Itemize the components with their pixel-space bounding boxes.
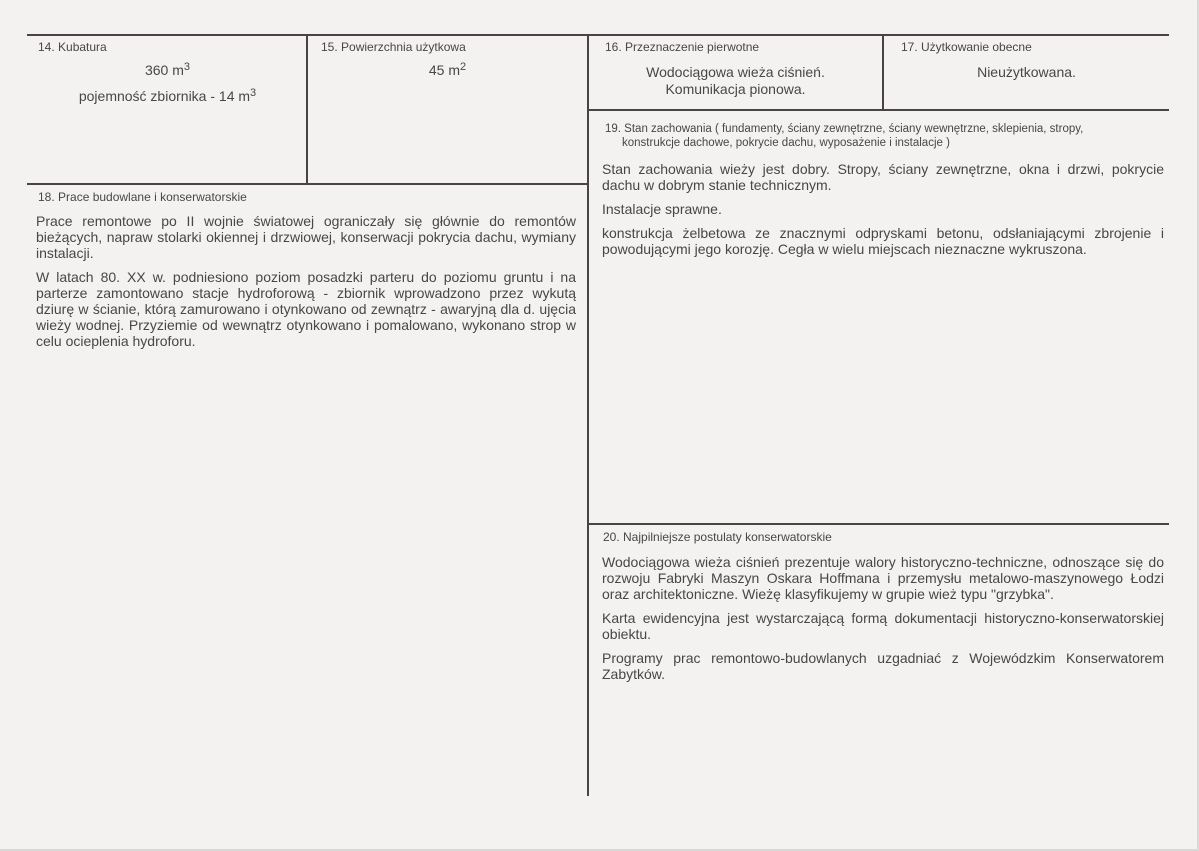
- field-17-label: 17. Użytkowanie obecne: [901, 40, 1032, 54]
- field-19-label: [605, 122, 1083, 150]
- field-18-text: [36, 213, 576, 357]
- field-16-line-2: Komunikacja pionowa.: [665, 81, 806, 97]
- tank-exponent: 3: [250, 87, 257, 99]
- field-20-paragraph-2: Karta ewidencyjna jest wystarczającą formą dokumentacji historyczno-konserwatorskiej obiektu.: [602, 610, 1164, 642]
- field-15-area: [308, 62, 587, 79]
- field-14-tank: [29, 88, 306, 105]
- field-20-text: [602, 554, 1164, 690]
- top-rule: [27, 34, 1169, 36]
- field-14-volume: [29, 62, 306, 79]
- field-16-label: 16. Przeznaczenie pierwotne: [605, 40, 760, 54]
- area-value: 45 m: [428, 62, 460, 78]
- field-20-label: 20. Najpilniejsze postulaty konserwatorskie: [603, 530, 832, 544]
- area-exponent: 2: [460, 61, 467, 73]
- field-18-paragraph-1: Prace remontowe po II wojnie światowej ograniczały się głównie do remontów bieżących, napraw stolarki okiennej i drzwiowej, konserwacji pokrycia dachu, wymiany instalacji.: [36, 213, 576, 261]
- field-19-text: [602, 161, 1164, 265]
- field-16-line-1: Wodociągowa wieża ciśnień.: [646, 64, 825, 80]
- field-18-paragraph-2: W latach 80. XX w. podniesiono poziom posadzki parteru do poziomu gruntu i na parterze zamontowano stacje hydroforową - zbiornik wprowadzono przez wykutą dziurę w ścianie, którą zamurowano i otynkowano od zewnątrz - awaryjną dla d. ujęcia wieży wodnej. Przyziemie od wewnątrz otynkowano i pomalowano, wykonano strop w celu ocieplenia hydroforu.: [36, 269, 576, 349]
- field-19-label-line-1: 19. Stan zachowania ( fundamenty, ściany zewnętrzne, ściany wewnętrzne, sklepienia, stropy,: [605, 123, 1084, 135]
- volume-value: 360 m: [144, 62, 184, 78]
- field-18-label: 18. Prace budowlane i konserwatorskie: [38, 190, 247, 204]
- field-19-paragraph-3: konstrukcja żelbetowa ze znacznymi odpryskami betonu, odsłaniającymi zbrojenie i powodującymi jego korozję. Cegła w wielu miejscach nieznaczne wykruszona.: [602, 225, 1164, 257]
- field-19-paragraph-1: Stan zachowania wieży jest dobry. Stropy, ściany zewnętrzne, okna i drzwi, pokrycie dachu w dobrym stanie technicznym.: [602, 161, 1164, 193]
- field-19-paragraph-2: Instalacje sprawne.: [602, 201, 722, 217]
- field-14-label: 14. Kubatura: [38, 40, 107, 54]
- field-15-label: 15. Powierzchnia użytkowa: [321, 40, 466, 54]
- divider-14-15: [306, 34, 308, 184]
- field-16-value: [589, 64, 882, 98]
- center-divider: [587, 34, 589, 796]
- rule-under-14-15: [27, 183, 589, 185]
- field-19-label-line-2: konstrukcje dachowe, pokrycie dachu, wyposażenie i instalacje ): [622, 137, 950, 149]
- field-20-paragraph-1: Wodociągowa wieża ciśnień prezentuje walory historyczno-techniczne, odnoszące się do rozwoju Fabryki Maszyn Oskara Hoffmana i przemysłu metalowo-maszynowego Łodzi oraz architektoniczne. Wieżę klasyfikujemy w grupie wież typu "grzybka".: [602, 554, 1164, 602]
- field-20-paragraph-3: Programy prac remontowo-budowlanych uzgadniać z Wojewódzkim Konserwatorem Zabytków.: [602, 650, 1164, 682]
- rule-under-16-17: [588, 109, 1169, 111]
- tank-value: pojemność zbiornika - 14 m: [78, 88, 251, 104]
- volume-exponent: 3: [183, 61, 191, 73]
- rule-above-20: [588, 523, 1169, 525]
- field-17-value: Nieużytkowana.: [977, 64, 1076, 80]
